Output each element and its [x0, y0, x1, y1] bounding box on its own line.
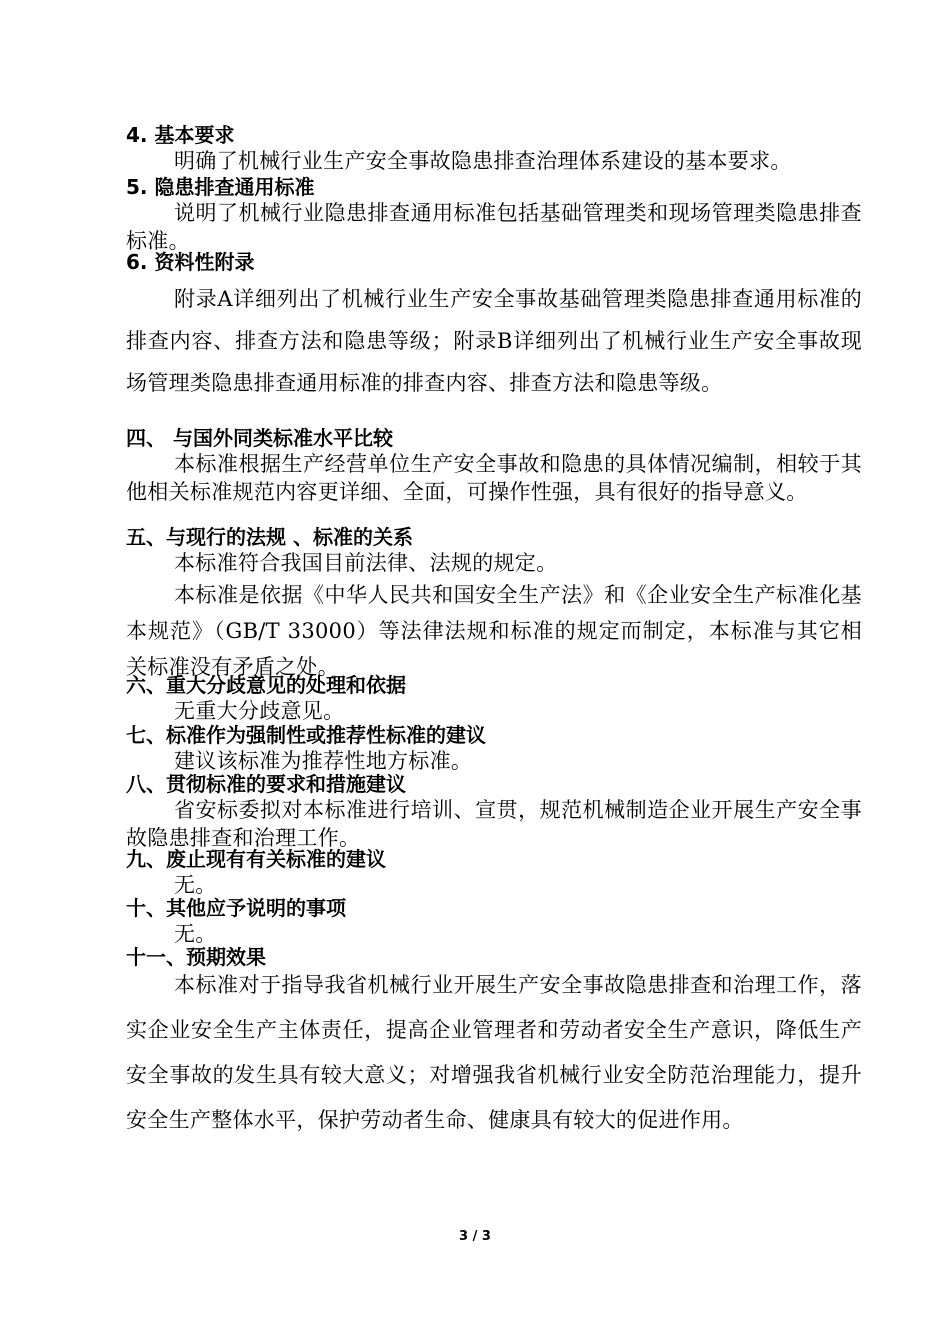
section-heading: 十一、预期效果 — [126, 945, 266, 969]
section-eight — [126, 772, 862, 852]
section-heading: 四、 与国外同类标准水平比较 — [126, 426, 393, 450]
section-heading: 五、与现行的法规 、标准的关系 — [126, 525, 413, 549]
section-paragraph: 无重大分歧意见。 — [174, 699, 345, 723]
section-paragraph: 本标准符合我国目前法律、法规的规定。 — [174, 551, 558, 575]
section-heading: 八、贯彻标准的要求和措施建议 — [126, 772, 406, 796]
section-heading: 十、其他应予说明的事项 — [126, 896, 346, 920]
section-ten — [126, 896, 862, 948]
section-heading: 6. 资料性附录 — [126, 250, 255, 274]
section-6 — [126, 250, 862, 404]
section-eleven — [126, 945, 862, 1143]
section-paragraph: 无。 — [174, 873, 217, 897]
section-heading: 4. 基本要求 — [126, 123, 235, 147]
section-paragraph: 无。 — [174, 922, 217, 946]
section-paragraph: 附录A详细列出了机械行业生产安全事故基础管理类隐患排查通用标准的排查内容、排查方法和隐患等级；附录B详细列出了机械行业生产安全事故现场管理类隐患排查通用标准的排查内容、排查方法和隐患等级。 — [126, 287, 862, 395]
section-paragraph: 本标准根据生产经营单位生产安全事故和隐患的具体情况编制，相较于其他相关标准规范内容更详细、全面，可操作性强，具有很好的指导意义。 — [126, 452, 862, 504]
section-heading: 5. 隐患排查通用标准 — [126, 175, 315, 199]
section-paragraph: 说明了机械行业隐患排查通用标准包括基础管理类和现场管理类隐患排查标准。 — [126, 201, 862, 253]
section-paragraph: 明确了机械行业生产安全事故隐患排查治理体系建设的基本要求。 — [174, 149, 792, 173]
section-paragraph: 省安标委拟对本标准进行培训、宣贯，规范机械制造企业开展生产安全事故隐患排查和治理工作。 — [126, 798, 862, 850]
section-five — [126, 525, 862, 685]
section-heading: 六、重大分歧意见的处理和依据 — [126, 673, 406, 697]
section-paragraph: 建议该标准为推荐性地方标准。 — [174, 749, 473, 773]
section-seven — [126, 723, 862, 775]
section-heading: 九、废止现有有关标准的建议 — [126, 847, 386, 871]
section-5 — [126, 175, 862, 255]
section-heading: 七、标准作为强制性或推荐性标准的建议 — [126, 723, 486, 747]
section-paragraph: 本标准是依据《中华人民共和国安全生产法》和《企业安全生产标准化基本规范》（GB/T 33000）等法律法规和标准的规定而制定，本标准与其它相关标准没有矛盾之处。 — [126, 583, 862, 679]
section-six — [126, 673, 862, 725]
section-nine — [126, 847, 862, 899]
section-paragraph: 本标准对于指导我省机械行业开展生产安全事故隐患排查和治理工作，落实企业安全生产主体责任，提高企业管理者和劳动者安全生产意识，降低生产安全事故的发生具有较大意义；对增强我省机械行业安全防范治理能力，提升安全生产整体水平，保护劳动者生命、健康具有较大的促进作用。 — [126, 973, 862, 1132]
section-4 — [126, 123, 862, 175]
page-number: 3 / 3 — [459, 1229, 491, 1244]
section-four — [126, 426, 862, 506]
